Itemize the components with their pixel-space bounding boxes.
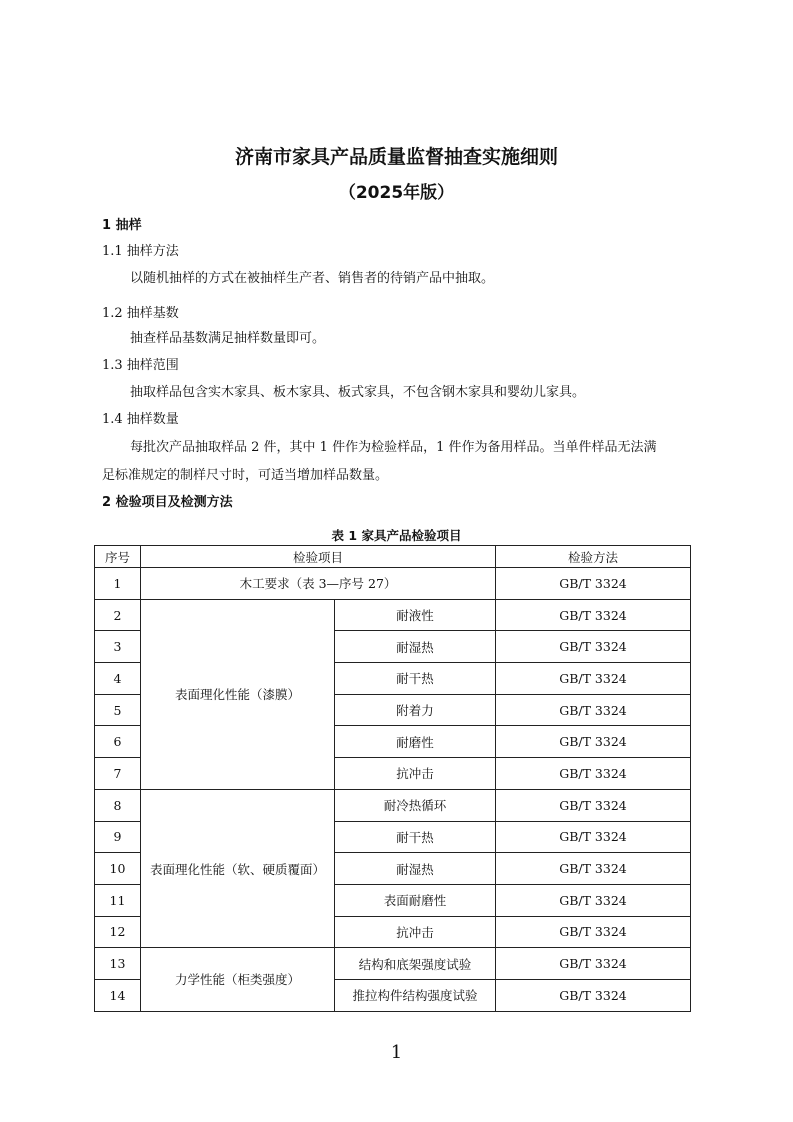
group-label: 表面理化性能（漆膜） bbox=[141, 599, 335, 789]
row-no: 12 bbox=[95, 916, 141, 948]
row-method: GB/T 3324 bbox=[496, 663, 691, 695]
row-method: GB/T 3324 bbox=[496, 948, 691, 980]
row-no: 11 bbox=[95, 884, 141, 916]
group-label: 力学性能（柜类强度） bbox=[141, 948, 335, 1011]
document-subtitle: （2025年版） bbox=[338, 183, 455, 203]
row-method: GB/T 3324 bbox=[496, 821, 691, 853]
table-row bbox=[95, 599, 691, 631]
row-method: GB/T 3324 bbox=[496, 631, 691, 663]
paragraph: 抽查样品基数满足抽样数量即可。 bbox=[130, 331, 326, 346]
row-no: 8 bbox=[95, 789, 141, 821]
row-method: GB/T 3324 bbox=[496, 979, 691, 1011]
row-item: 耐干热 bbox=[335, 663, 496, 695]
row-item: 耐干热 bbox=[335, 821, 496, 853]
table-row bbox=[95, 789, 691, 821]
row-item: 表面耐磨性 bbox=[335, 884, 496, 916]
row-method: GB/T 3324 bbox=[496, 789, 691, 821]
table-row bbox=[95, 948, 691, 980]
row-method: GB/T 3324 bbox=[496, 884, 691, 916]
row-no: 5 bbox=[95, 694, 141, 726]
row-item: 耐液性 bbox=[335, 599, 496, 631]
row-method: GB/T 3324 bbox=[496, 916, 691, 948]
table-row bbox=[95, 568, 691, 600]
row-no: 6 bbox=[95, 726, 141, 758]
header-method: 检验方法 bbox=[496, 546, 691, 568]
page-number: 1 bbox=[390, 1042, 403, 1063]
row-item: 耐冷热循环 bbox=[335, 789, 496, 821]
row-no: 10 bbox=[95, 853, 141, 885]
table-header-row bbox=[95, 546, 691, 568]
row-method: GB/T 3324 bbox=[496, 758, 691, 790]
row-no: 13 bbox=[95, 948, 141, 980]
row-method: GB/T 3324 bbox=[496, 568, 691, 600]
row-item: 结构和底架强度试验 bbox=[335, 948, 496, 980]
row-method: GB/T 3324 bbox=[496, 726, 691, 758]
row-no: 9 bbox=[95, 821, 141, 853]
group-label: 表面理化性能（软、硬质覆面） bbox=[141, 789, 335, 947]
paragraph: 以随机抽样的方式在被抽样生产者、销售者的待销产品中抽取。 bbox=[130, 271, 495, 286]
row-item: 耐湿热 bbox=[335, 853, 496, 885]
document-title: 济南市家具产品质量监督抽查实施细则 bbox=[234, 146, 558, 168]
subsection-heading: 1.3 抽样范围 bbox=[102, 358, 179, 373]
subsection-heading: 1.2 抽样基数 bbox=[102, 306, 179, 321]
subsection-heading: 1.1 抽样方法 bbox=[102, 244, 179, 259]
inspection-table bbox=[94, 545, 691, 1012]
row-no: 14 bbox=[95, 979, 141, 1011]
row-item: 木工要求（表 3—序号 27） bbox=[141, 568, 496, 600]
row-no: 4 bbox=[95, 663, 141, 695]
row-item: 耐湿热 bbox=[335, 631, 496, 663]
row-item: 附着力 bbox=[335, 694, 496, 726]
row-item: 抗冲击 bbox=[335, 758, 496, 790]
row-no: 1 bbox=[95, 568, 141, 600]
row-no: 2 bbox=[95, 599, 141, 631]
header-item: 检验项目 bbox=[141, 546, 496, 568]
table-caption: 表 1 家具产品检验项目 bbox=[331, 528, 462, 543]
row-no: 3 bbox=[95, 631, 141, 663]
subsection-heading: 1.4 抽样数量 bbox=[102, 412, 179, 427]
row-item: 抗冲击 bbox=[335, 916, 496, 948]
row-item: 耐磨性 bbox=[335, 726, 496, 758]
row-method: GB/T 3324 bbox=[496, 599, 691, 631]
section-heading: 2 检验项目及检测方法 bbox=[102, 495, 233, 510]
paragraph: 抽取样品包含实木家具、板木家具、板式家具，不包含钢木家具和婴幼儿家具。 bbox=[130, 385, 586, 400]
header-no: 序号 bbox=[95, 546, 141, 568]
paragraph: 每批次产品抽取样品 2 件，其中 1 件作为检验样品，1 件作为备用样品。当单件样品无法满 bbox=[130, 440, 657, 455]
row-method: GB/T 3324 bbox=[496, 853, 691, 885]
paragraph-continued: 足标准规定的制样尺寸时，可适当增加样品数量。 bbox=[102, 468, 389, 483]
row-no: 7 bbox=[95, 758, 141, 790]
row-item: 推拉构件结构强度试验 bbox=[335, 979, 496, 1011]
row-method: GB/T 3324 bbox=[496, 694, 691, 726]
section-heading: 1 抽样 bbox=[102, 218, 142, 233]
